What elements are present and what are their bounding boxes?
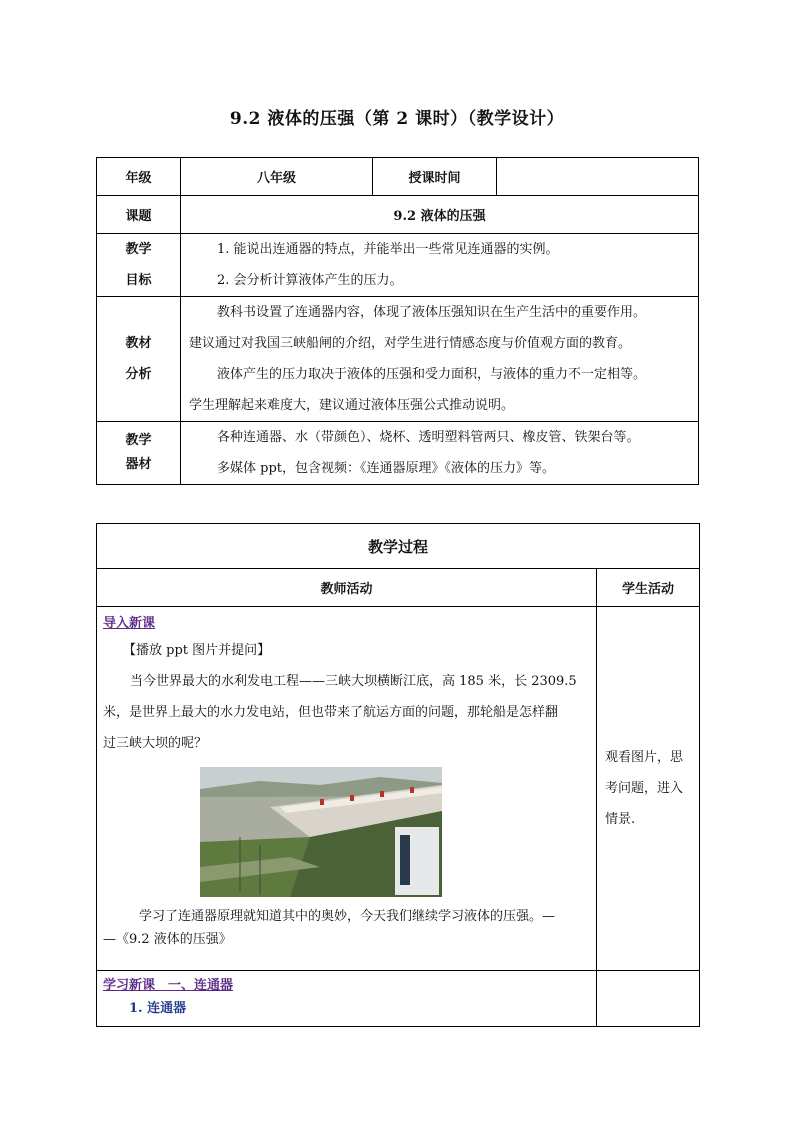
lesson-info-table [96, 157, 699, 485]
equipment-label-line-2: 器材 [125, 457, 152, 472]
intro-note: 【播放 ppt 图片并提问】 [123, 643, 271, 658]
intro-line: 过三峡大坝的呢？ [103, 736, 208, 751]
objective-item: 1. 能说出连通器的特点，并能举出一些常见连通器的实例。 [217, 242, 559, 257]
time-label: 授课时间 [373, 158, 497, 196]
analysis-line: 教科书设置了连通器内容，体现了液体压强知识在生产生活中的重要作用。 [217, 305, 647, 320]
objectives-content [181, 234, 699, 297]
objectives-label [97, 234, 181, 297]
student-activity-header: 学生活动 [597, 569, 700, 607]
analysis-content [181, 297, 699, 422]
analysis-label-line-2: 分析 [125, 367, 152, 382]
new-lesson-student-cell [597, 971, 700, 1027]
intro-student-cell [597, 607, 700, 971]
analysis-label-line-1: 教材 [125, 336, 152, 351]
equipment-line: 多媒体 ppt，包含视频：《连通器原理》《液体的压力》等。 [217, 461, 556, 476]
grade-label: 年级 [97, 158, 181, 196]
new-lesson-teacher-cell [97, 971, 597, 1027]
topic-value: 9.2 液体的压强 [181, 196, 699, 234]
objectives-label-line-1: 教学 [125, 242, 152, 257]
equipment-content [181, 422, 699, 485]
objectives-label-line-2: 目标 [125, 273, 152, 288]
student-line: 考问题，进入 [605, 781, 684, 796]
dam-illustration [200, 767, 442, 897]
time-value [497, 158, 699, 196]
document-title: 9.2 液体的压强（第 2 课时）（教学设计） [229, 109, 565, 129]
intro-line: 米，是世界上最大的水力发电站，但也带来了航运方面的问题，那轮船是怎样翻 [103, 705, 559, 720]
connector-subheading: 1. 连通器 [129, 1001, 187, 1016]
student-line: 观看图片，思 [605, 750, 684, 765]
intro-teacher-cell [97, 607, 597, 971]
three-gorges-dam-photo [200, 767, 442, 897]
topic-label: 课题 [97, 196, 181, 234]
equipment-line: 各种连通器、水（带颜色）、烧杯、透明塑料管两只、橡皮管、铁架台等。 [217, 430, 640, 445]
analysis-label [97, 297, 181, 422]
after-photo-line: —《9.2 液体的压强》 [103, 932, 232, 947]
process-title: 教学过程 [97, 524, 700, 569]
analysis-line: 液体产生的压力取决于液体的压强和受力面积，与液体的重力不一定相等。 [217, 367, 647, 382]
teaching-process-table [96, 523, 700, 1027]
objective-item: 2. 会分析计算液体产生的压力。 [217, 273, 403, 288]
new-lesson-heading-link[interactable]: 学习新课 一、连通器 [103, 978, 234, 993]
intro-line: 当今世界最大的水利发电工程——三峡大坝横断江底，高 185 米，长 2309.5 [130, 674, 577, 689]
grade-value: 八年级 [181, 158, 373, 196]
after-photo-line: 学习了连通器原理就知道其中的奥妙，今天我们继续学习液体的压强。— [139, 909, 556, 924]
analysis-line: 学生理解起来难度大，建议通过液体压强公式推动说明。 [189, 398, 515, 413]
analysis-line: 建议通过对我国三峡船闸的介绍，对学生进行情感态度与价值观方面的教育。 [189, 336, 632, 351]
equipment-label-line-1: 教学 [125, 433, 152, 448]
student-line: 情景. [605, 812, 636, 827]
intro-heading-link[interactable]: 导入新课 [103, 616, 156, 631]
teacher-activity-header: 教师活动 [97, 569, 597, 607]
equipment-label [97, 422, 181, 485]
